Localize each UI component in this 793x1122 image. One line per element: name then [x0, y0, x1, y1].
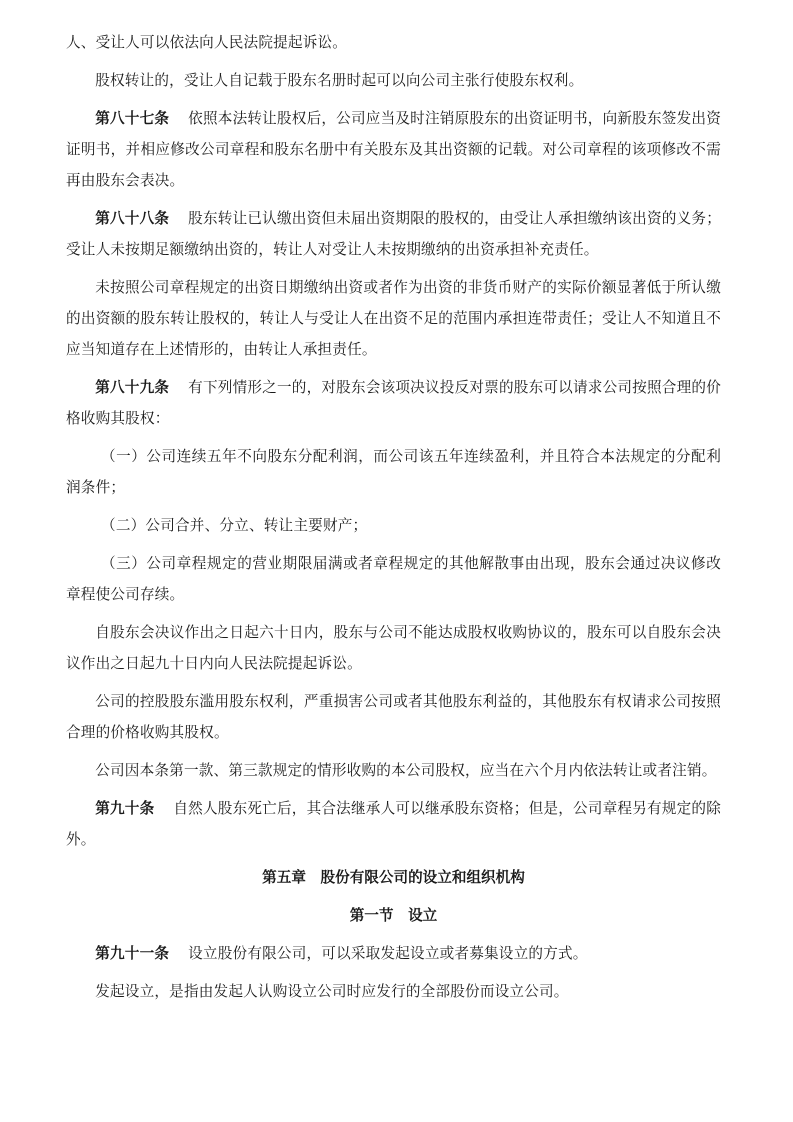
paragraph: 发起设立，是指由发起人认购设立公司时应发行的全部股份而设立公司。 — [95, 983, 569, 1000]
article-number: 第八十八条 — [95, 210, 170, 227]
list-item: （一）公司连续五年不向股东分配利润，而公司该五年连续盈利，并且符合本法规定的分配利润条件； — [66, 448, 721, 496]
paragraph: 未按照公司章程规定的出资日期缴纳出资或者作为出资的非货币财产的实际价额显著低于所认缴的出资额的股东转让股权的，转让人与受让人在出资不足的范围内承担连带责任；受让人不知道且不应当知道存在上述情形的，由转让人承担责任。 — [66, 279, 721, 358]
paragraph: 公司因本条第一款、第三款规定的情形收购的本公司股权，应当在六个月内依法转让或者注销。 — [95, 762, 717, 779]
section-heading: 第一节 设立 — [349, 907, 438, 924]
article-88: 第八十八条 股东转让已认缴出资但未届出资期限的股权的，由受让人承担缴纳该出资的义务；受让人未按期足额缴纳出资的，转让人对受让人未按期缴纳的出资承担补充责任。 — [66, 210, 721, 258]
article-number: 第九十一条 — [95, 945, 170, 962]
article-91: 第九十一条 设立股份有限公司，可以采取发起设立或者募集设立的方式。 — [95, 945, 588, 962]
article-number: 第九十条 — [95, 800, 155, 817]
paragraph: 公司的控股股东滥用股东权利，严重损害公司或者其他股东利益的，其他股东有权请求公司按照合理的价格收购其股权。 — [66, 693, 721, 741]
chapter-heading: 第五章 股份有限公司的设立和组织机构 — [262, 869, 525, 886]
article-87: 第八十七条 依照本法转让股权后，公司应当及时注销原股东的出资证明书，向新股东签发出资证明书，并相应修改公司章程和股东名册中有关股东及其出资额的记载。对公司章程的该项修改不需再由股东会表决。 — [66, 110, 721, 189]
list-item: （二）公司合并、分立、转让主要财产； — [101, 517, 368, 534]
paragraph: 股权转让的，受让人自记载于股东名册时起可以向公司主张行使股东权利。 — [95, 72, 584, 89]
paragraph: 自股东会决议作出之日起六十日内，股东与公司不能达成股权收购协议的，股东可以自股东会决议作出之日起九十日内向人民法院提起诉讼。 — [66, 624, 721, 672]
paragraph: 人、受让人可以依法向人民法院提起诉讼。 — [66, 34, 348, 51]
article-number: 第八十九条 — [95, 379, 170, 396]
article-89: 第八十九条 有下列情形之一的，对股东会该项决议投反对票的股东可以请求公司按照合理的价格收购其股权： — [66, 379, 721, 427]
article-number: 第八十七条 — [95, 110, 170, 127]
list-item: （三）公司章程规定的营业期限届满或者章程规定的其他解散事由出现，股东会通过决议修改章程使公司存续。 — [66, 555, 721, 603]
article-90: 第九十条 自然人股东死亡后，其合法继承人可以继承股东资格；但是，公司章程另有规定的除外。 — [66, 800, 722, 848]
